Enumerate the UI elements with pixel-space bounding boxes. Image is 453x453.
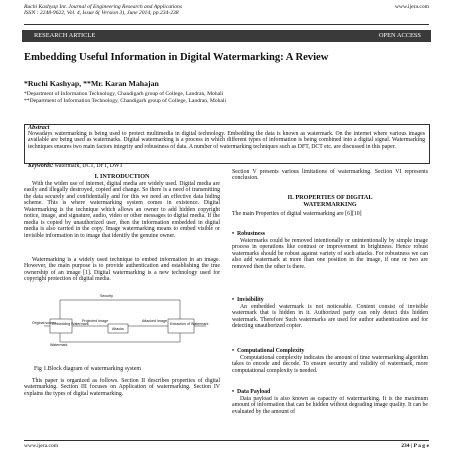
robustness-title: Robustness — [236, 231, 265, 237]
header-rule — [24, 24, 429, 25]
page-footer — [24, 441, 429, 451]
watermark-path — [60, 333, 180, 342]
abstract-heading: Abstract — [28, 124, 50, 131]
paper-title: Embedding Useful Information in Digital Watermarking: A Review — [24, 52, 329, 63]
banner-open-access: OPEN ACCESS — [378, 32, 421, 39]
complexity-paragraph: Computational complexity indicates the amount of time watermarking algorithm takes to encode and decode. To ensure security and validity of watermark, more computational complexity is needed. — [232, 355, 428, 374]
organization-paragraph: This paper is organized as follows. Section II describes properties of digital watermarking. Section III focuses on Application of watermarking. Section IV explains the types of digital watermarking. — [24, 378, 220, 397]
watermark-block-diagram — [30, 292, 210, 350]
journal-website[interactable]: www.ijera.com — [394, 4, 429, 10]
complexity-heading: • Computational Complexity — [232, 348, 305, 354]
invisibility-heading: • Invisibility — [232, 297, 264, 303]
security-path — [60, 300, 180, 319]
journal-header — [24, 4, 429, 17]
fig-label-projected: Projected Image — [82, 319, 109, 323]
journal-line-1: Ruchi Kashyap Int. Journal of Engineering Research and Applications — [24, 4, 183, 10]
journal-line-2: ISSN : 2248-9622, Vol. 4, Issue 6( Version 3), June 2014, pp.234-238 — [24, 10, 179, 17]
intro-paragraph-2: Watermarking is a widely used technique to embed information in an image. However, the main purpose is to provide authentication and establishing the true ownership of an image [1]. Digital watermarking is a new technology used for copyright protection of digital media. — [24, 257, 220, 283]
properties-intro: The main Properties of digital watermarking are [6][10] — [232, 211, 362, 217]
intro-paragraph-1: With the widen use of internet, digital media are widely used. Digital media are easily and illegally destroyed, copied and change. So there is a need of transmitting the data securely and confidentially and for this we need an effective data hiding scheme. This is where watermarking system comes in existence. Digital Watermarking is the technique which allows an owner to add hidden copyright notice, image, and signature, audio, video or other messages to digital media. If the media is copied by unauthorized user, then the information embedded in digital media is also carried in the copy. Image watermarking means to embed visible or invisible information in to image that identify the genuine owner. — [24, 181, 220, 239]
invisibility-title: Invisibility — [236, 297, 264, 303]
fig-label-security: Security — [100, 294, 113, 298]
properties-heading-line-2: WATERMARKING — [303, 200, 357, 208]
figure-caption: Fig 1.Block diagram of watermarking system — [34, 366, 141, 372]
affiliation-1: *Department of Information Technology, Chandigarh group of College, Landran, Mohali — [24, 91, 224, 97]
banner-research-article: RESEARCH ARTICLE — [34, 32, 96, 39]
complexity-title: Computational Complexity — [236, 348, 305, 354]
robustness-paragraph: Watermarks could be removed intentionally or unintentionally by simple image process in operations like contrast or improvement in brightness. Hence robust watermarks should be robust against variety of such attacks. For robustness we can also add watermark at more than one position in the image, if one or two are removed then the other is there. — [232, 238, 428, 270]
abstract-text: Nowadays watermarking is being used to protect multimedia in digital technology. Embedding the data is known as watermark. On the internet where various images available are being used as watermarks. Digital watermarking is a process in which different types of information is being combined into a digital signal. Watermarking techniques ensures two main factors integrity and robustness of data. A number of watermarking techniques such as DFT, DCT etc. are discussed in this paper. — [28, 131, 425, 150]
invisibility-paragraph: An embedded watermark is not noticeable. Content consist of invisible watermark that is hidden in it. Authorized party can only detect this hidden watermark. Therefore Such watermarks are used for author authentication and for detecting unauthorized copier. — [232, 304, 428, 330]
paper-authors: *Ruchi Kashyap, **Mr. Karan Mahajan — [24, 79, 159, 88]
keywords-label: Keywords: — [28, 163, 54, 169]
fig-label-extraction: Extraction of Watermark — [170, 322, 209, 326]
affiliations — [24, 91, 226, 105]
properties-heading-line-1: II. PROPERTIES OF DIGITAL — [287, 194, 373, 201]
payload-title: Data Payload — [236, 389, 271, 395]
payload-paragraph: Data payload is also known as capacity of watermarking. It is the maximum amount of information that can be hidden without degrading image quality. It can be evaluated by the amount of — [232, 396, 428, 415]
keywords-list: watermark, DCT, DFT, DWT — [53, 163, 123, 169]
intro-heading: I. INTRODUCTION — [94, 173, 150, 180]
fig-label-attacked: Attacked Image — [142, 319, 167, 323]
payload-heading: • Data Payload — [232, 389, 271, 395]
fig-label-watermark: Watermark — [50, 343, 68, 347]
fig-label-original: Original source — [32, 321, 57, 325]
sections-paragraph: Section V presents various limitations of watermarking. Section VI represents conclusion. — [232, 169, 428, 182]
article-banner — [22, 30, 431, 42]
page-number: 234 | P a g e — [401, 443, 429, 449]
fig-label-attacks: Attacks — [112, 327, 124, 331]
footer-website[interactable]: www.ijera.com — [24, 443, 59, 449]
fig-label-embedding: Embedding Watermark — [52, 322, 89, 326]
robustness-heading: • Robustness — [232, 231, 265, 237]
affiliation-2: **Department of Information Technology, Chandigarh group of College, Landran, Mohali — [24, 98, 227, 104]
properties-heading — [232, 195, 428, 208]
